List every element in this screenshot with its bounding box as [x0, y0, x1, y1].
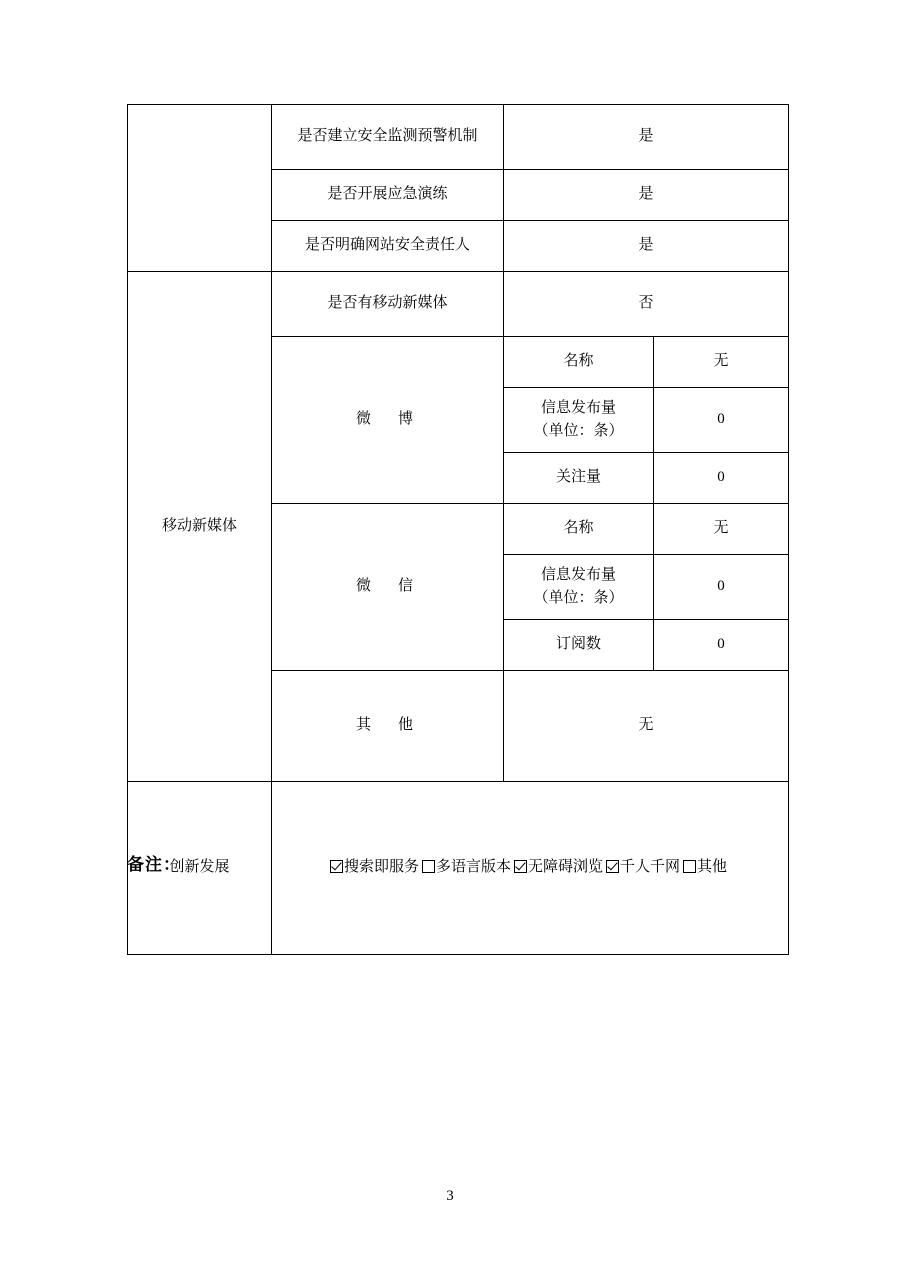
security-value-1: 是 [504, 105, 789, 170]
weixin-subscribers-value: 0 [654, 620, 789, 671]
weibo-label: 微 博 [272, 337, 504, 504]
weibo-name-label: 名称 [504, 337, 654, 388]
weixin-publish-count-line2: （单位：条） [533, 590, 624, 606]
checkbox-label-accessibility: 无障碍浏览 [528, 859, 604, 876]
security-section-cell [128, 105, 272, 272]
security-label-3: 是否明确网站安全责任人 [272, 221, 504, 272]
innovation-options-cell [272, 782, 789, 955]
checkbox-multilingual[interactable] [422, 860, 435, 873]
security-value-3: 是 [504, 221, 789, 272]
innovation-checkbox-group [330, 856, 730, 879]
checkbox-accessibility[interactable] [514, 860, 527, 873]
weibo-publish-count-line2: （单位：条） [533, 423, 624, 439]
has-mobile-media-value: 否 [504, 272, 789, 337]
weixin-name-label: 名称 [504, 504, 654, 555]
table-row [128, 105, 789, 170]
weixin-subscribers-label: 订阅数 [504, 620, 654, 671]
weibo-publish-count-value: 0 [654, 388, 789, 453]
checkbox-label-personalized: 千人千网 [620, 859, 681, 876]
website-report-table [127, 104, 789, 955]
checkbox-label-multilingual: 多语言版本 [435, 859, 511, 876]
security-label-2: 是否开展应急演练 [272, 170, 504, 221]
remark-label: 备注： [127, 855, 181, 874]
other-media-value: 无 [504, 671, 789, 782]
checkbox-label-other: 其他 [697, 859, 728, 876]
has-mobile-media-label: 是否有移动新媒体 [272, 272, 504, 337]
weixin-publish-count-value: 0 [654, 555, 789, 620]
checkbox-personalized[interactable] [606, 860, 619, 873]
weixin-label: 微 信 [272, 504, 504, 671]
innovation-label: 创新发展 [128, 782, 272, 955]
weixin-name-value: 无 [654, 504, 789, 555]
table-row [128, 272, 789, 337]
security-label-1: 是否建立安全监测预警机制 [272, 105, 504, 170]
page-number: 3 [446, 1188, 454, 1204]
weibo-name-value: 无 [654, 337, 789, 388]
checkbox-label-search-as-service: 搜索即服务 [343, 859, 419, 876]
table-row [128, 782, 789, 955]
weibo-followers-value: 0 [654, 453, 789, 504]
weixin-publish-count-label [504, 555, 654, 620]
checkbox-other[interactable] [683, 860, 696, 873]
media-section-label: 移动新媒体 [128, 272, 272, 782]
weibo-publish-count-label [504, 388, 654, 453]
weibo-followers-label: 关注量 [504, 453, 654, 504]
weixin-publish-count-line1: 信息发布量 [540, 566, 616, 583]
security-value-2: 是 [504, 170, 789, 221]
weibo-publish-count-line1: 信息发布量 [540, 399, 616, 416]
other-media-label: 其 他 [272, 671, 504, 782]
checkbox-search-as-service[interactable] [330, 860, 343, 873]
